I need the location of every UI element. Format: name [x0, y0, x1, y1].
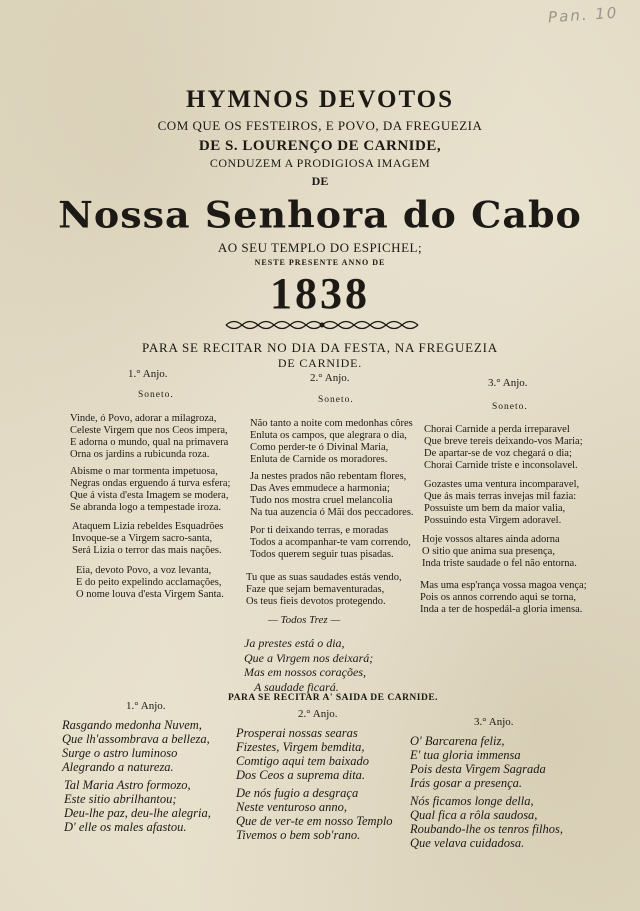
col3-form: Soneto. — [492, 402, 528, 412]
col1-angel: 1.° Anjo. — [128, 368, 168, 380]
col1-form: Soneto. — [138, 390, 174, 400]
subtitle-line-1: COM QUE OS FESTEIROS, E POVO, DA FREGUEZIA — [157, 118, 483, 133]
section1-heading: PARA SE RECITAR NO DIA DA FESTA, NA FREGUEZIA — [142, 340, 498, 355]
col2-stanza-2: Ja nestes prados não rebentam flores, Das Aves emmudece a harmonia; Tudo nos mostra cruel melancolia Na tua auzencia ó Mãi dos peccadores. — [250, 471, 414, 518]
subtitle-line-2: DE S. LOURENÇO DE CARNIDE, — [198, 138, 442, 154]
col3-angel: 3.° Anjo. — [488, 377, 528, 389]
col1-stanza-2: Abisme o mar tormenta impetuosa, Negras ondas erguendo á turva esfera; Que á vista d'esta Imagem se modera, Se abranda logo a tempestade iroza. — [70, 466, 231, 513]
col2-angel: 2.° Anjo. — [310, 372, 350, 384]
s2-col1-angel: 1.° Anjo. — [126, 700, 166, 712]
col2-stanza-1: Não tanto a noite com medonhas côres Enluta os campos, que alegrara o dia, Como perder-te ó Divinal Maria, Enluta de Carnide os moradores. — [250, 418, 413, 465]
s2-col1-stanza-1: Rasgando medonha Nuvem, Que lh'assombrava a belleza, Surge o astro luminoso Alegrando a natureza. — [62, 718, 210, 774]
subtitle-line-4: DE — [311, 174, 329, 188]
s2-col2-stanza-1: Prosperai nossas searas Fizestes, Virgem bemdita, Comtigo aqui tem baixado Dos Ceos a suprema dita. — [236, 726, 369, 782]
todos-trez-label: — Todos Trez — — [268, 614, 341, 626]
col3-stanza-1: Chorai Carnide a perda irreparavel Que breve tereis deixando-vos Maria; De apartar-se de voz chegará o dia; Chorai Carnide triste e inconsolavel. — [424, 424, 583, 471]
section2-heading: PARA SE RECITAR A' SAIDA DE CARNIDE. — [228, 693, 439, 703]
s2-col2-stanza-2: De nós fugio a desgraça Neste venturoso anno, Que de ver-te em nosso Templo Tivemos o bem sob'rano. — [236, 786, 393, 842]
ornamental-divider — [222, 318, 422, 332]
col1-stanza-1: Vinde, ó Povo, adorar a milagroza, Celeste Virgem que nos Ceos impera, E adorna o mundo, qual na primavera Orna os jardins a rubicunda roza. — [70, 413, 229, 460]
main-title: HYMNOS DEVOTOS — [185, 86, 455, 113]
todos-trez-chorus: Ja prestes está o dia, Que a Virgem nos deixará; Mas em nossos corações, A saudade ficará. — [244, 636, 374, 694]
pencil-mark: Pan. 10 — [547, 3, 619, 27]
col1-stanza-3: Ataquem Lizia rebeldes Esquadrões Invoque-se a Virgem sacro-santa, Será Lizia o terror das mais nações. — [72, 521, 224, 556]
subtitle-line-3: CONDUZEM A PRODIGIOSA IMAGEM — [209, 156, 431, 170]
s2-col3-stanza-2: Nós ficamos longe della, Qual fica a rôla saudosa, Roubando-lhe os tenros filhos, Que velava cuidadosa. — [410, 794, 564, 850]
col2-stanza-4: Tu que as suas saudades estás vendo, Faze que sejam bemaventuradas, Os teus fieis devotos protegendo. — [246, 572, 402, 607]
subtitle-line-6: AO SEU TEMPLO DO ESPICHEL; — [217, 240, 423, 255]
col1-stanza-4: Eia, devoto Povo, a voz levanta, E do peito expelindo acclamações, O nome louva d'esta Virgem Santa. — [76, 565, 224, 600]
col2-stanza-3: Por ti deixando terras, e moradas Todos a acompanhar-te vam correndo, Todos querem seguir tuas pisadas. — [250, 525, 411, 560]
col3-stanza-3: Hoje vossos altares ainda adorna O sitio que anima sua presença, Inda triste saudade o fel não entorna. — [422, 534, 577, 569]
gothic-title: Nossa Senhora do Cabo — [58, 193, 582, 236]
subtitle-line-7: NESTE PRESENTE ANNO DE — [254, 258, 386, 267]
year: 1838 — [270, 269, 370, 318]
col3-stanza-2: Gozastes uma ventura incomparavel, Que ás mais terras invejas mil fazia: Possuiste um bem da maior valia, Possuindo esta Virgem adoravel. — [424, 479, 580, 526]
s2-col2-angel: 2.° Anjo. — [298, 708, 338, 720]
s2-col1-stanza-2: Tal Maria Astro formozo, Este sitio abrilhantou; Deu-lhe paz, deu-lhe alegria, D' elle os males afastou. — [64, 778, 211, 834]
s2-col3-angel: 3.° Anjo. — [474, 716, 514, 728]
col2-form: Soneto. — [318, 395, 354, 405]
col3-stanza-4: Mas uma esp'rança vossa magoa vença; Pois os annos correndo aqui se torna, Inda a ter de hospedál-a gloria imensa. — [420, 580, 587, 615]
s2-col3-stanza-1: O' Barcarena feliz, E' tua gloria immensa Pois desta Virgem Sagrada Irás gosar a presença. — [410, 734, 546, 790]
section1-heading-2: DE CARNIDE. — [277, 356, 363, 370]
